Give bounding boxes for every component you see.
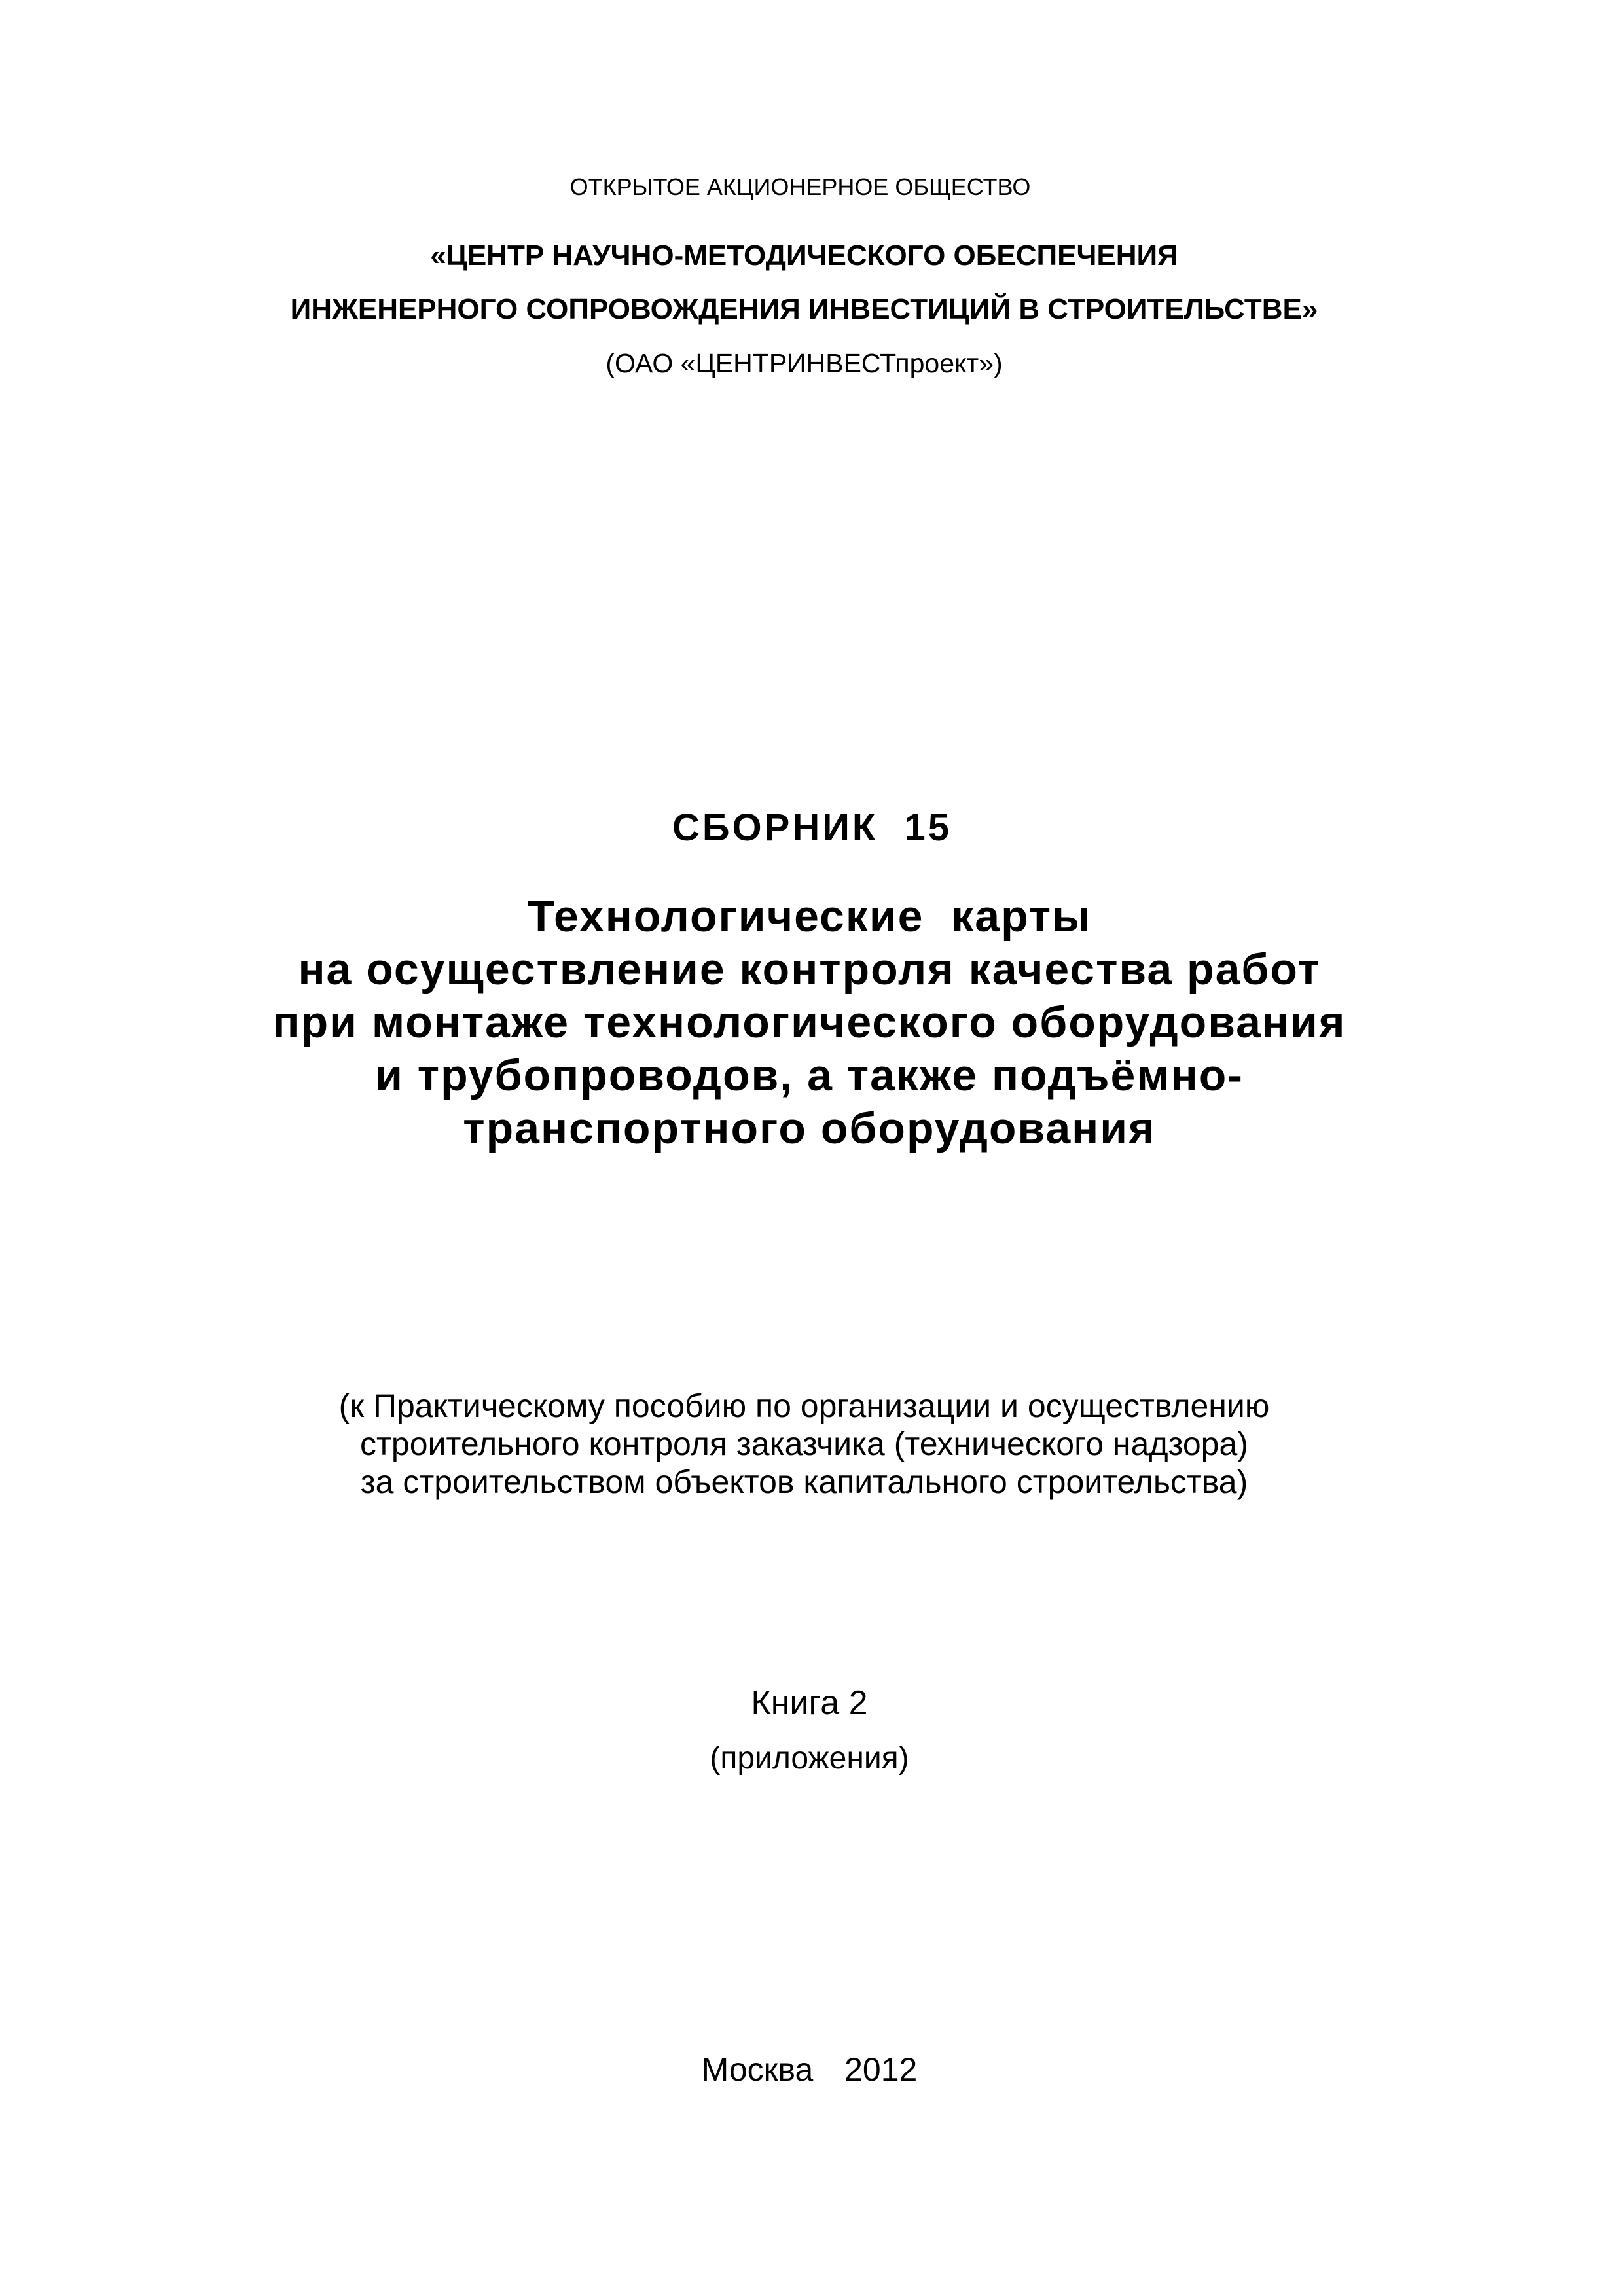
place-and-year: Москва 2012 <box>701 2051 918 2088</box>
document-subtitle <box>0 1387 1616 1501</box>
organization-name-line-2: ИНЖЕНЕРНОГО СОПРОВОЖДЕНИЯ ИНВЕСТИЦИЙ В СТРОИТЕЛЬСТВЕ» <box>290 293 1318 325</box>
title-line-4: и трубопроводов, а также подъёмно- <box>375 1050 1244 1100</box>
title-line-3: при монтаже технологического оборудования <box>272 997 1346 1047</box>
subtitle-line-1: (к Практическому пособию по организации и осуществлению <box>338 1388 1270 1424</box>
title-line-2: на осуществление контроля качества работ <box>298 944 1321 994</box>
organization-name-line-1: «ЦЕНТР НАУЧНО-МЕТОДИЧЕСКОГО ОБЕСПЕЧЕНИЯ <box>430 240 1178 272</box>
subtitle-line-3: за строительством объектов капитального строительства) <box>360 1463 1248 1500</box>
organization-type: ОТКРЫТОЕ АКЦИОНЕРНОЕ ОБЩЕСТВО <box>569 173 1031 200</box>
organization-short-name: (ОАО «ЦЕНТРИНВЕСТпроект») <box>605 348 1003 378</box>
collection-number: СБОРНИК 15 <box>672 806 952 849</box>
document-title <box>0 890 1621 1155</box>
subtitle-line-2: строительного контроля заказчика (технического надзора) <box>360 1426 1248 1462</box>
organization-name <box>0 229 1616 336</box>
appendix-label: (приложения) <box>710 1741 909 1776</box>
book-number: Книга 2 <box>751 1684 868 1722</box>
title-line-5: транспортного оборудования <box>463 1103 1156 1153</box>
title-line-1: Технологические карты <box>527 891 1092 941</box>
